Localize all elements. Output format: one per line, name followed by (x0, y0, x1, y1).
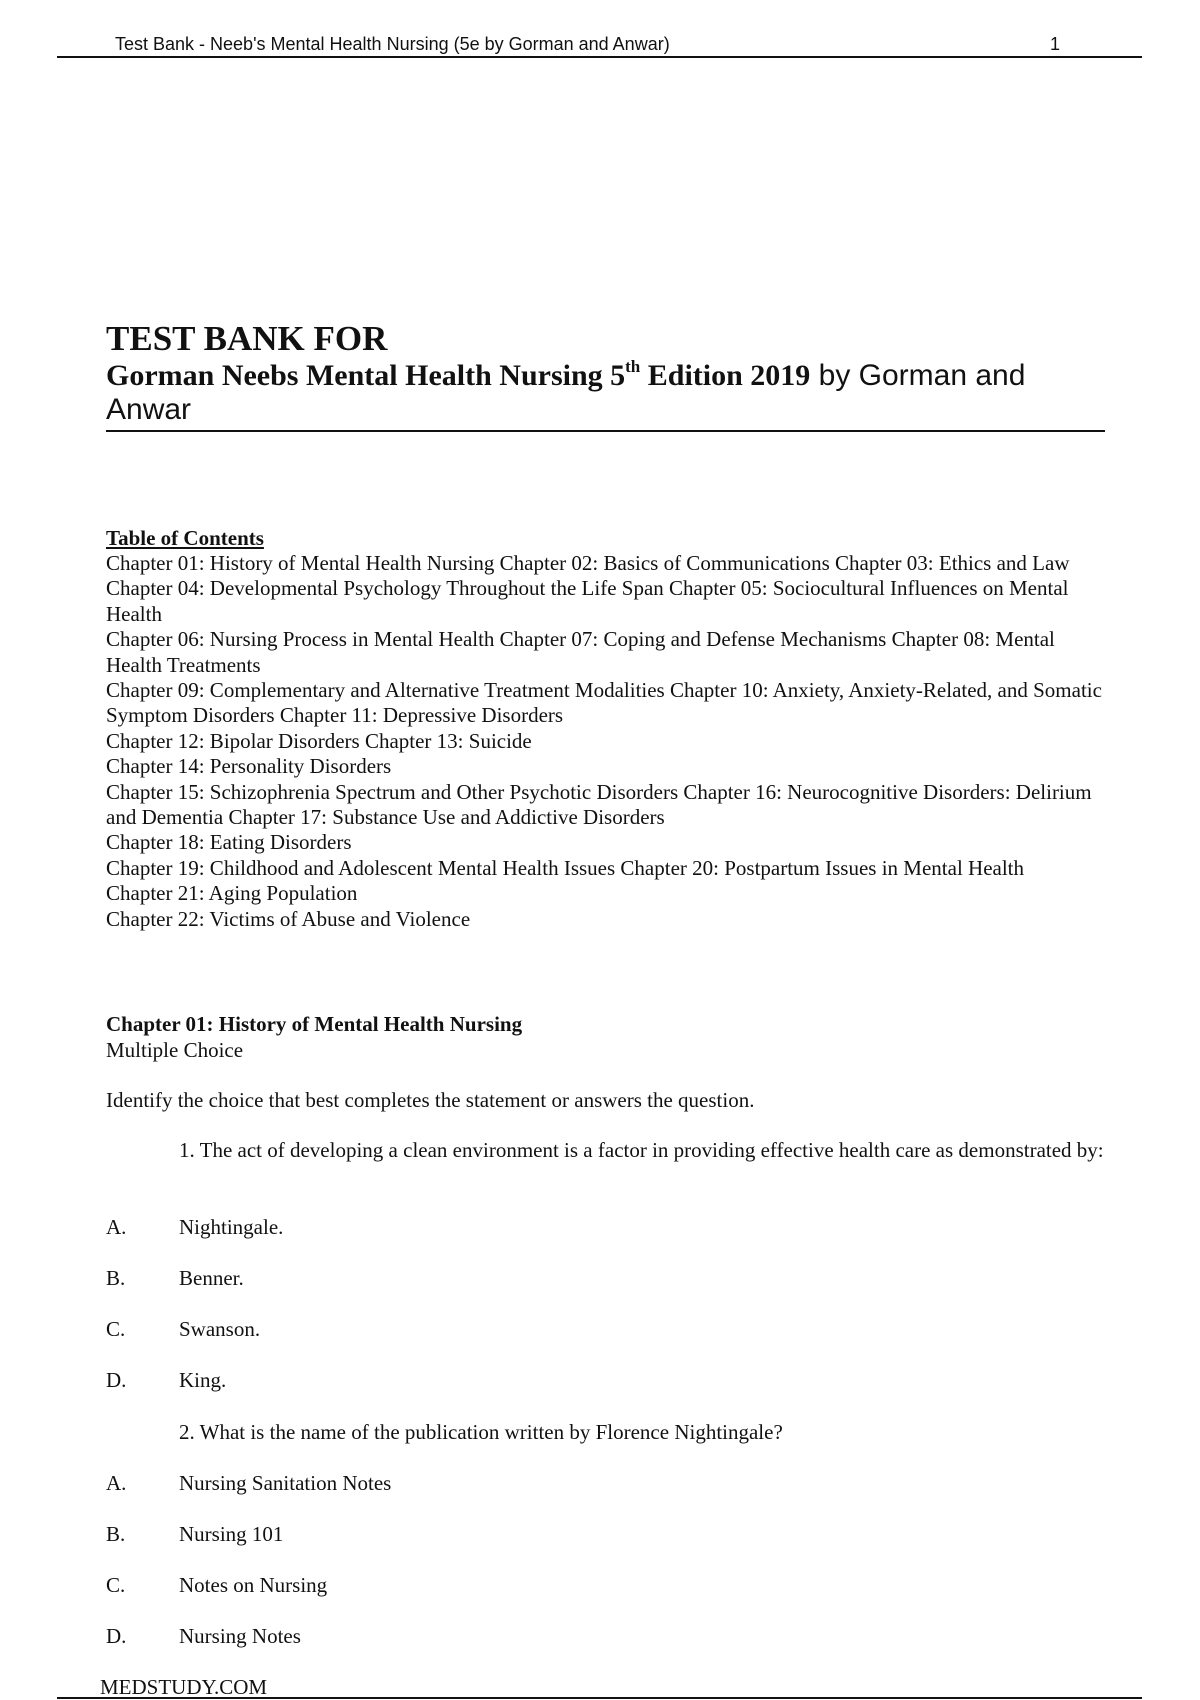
question-1-option-b (106, 1266, 244, 1291)
option-letter: C. (106, 1573, 126, 1597)
toc-line: Chapter 09: Complementary and Alternative Treatment Modalities Chapter 10: Anxiety, Anxiety-Related, and Somatic Symptom Disorders Chapter 11: Depressive Disorders (106, 678, 1102, 728)
toc-line: Chapter 01: History of Mental Health Nursing Chapter 02: Basics of Communications Chapter 03: Ethics and Law (106, 551, 1070, 575)
page-number: 1 (1049, 34, 1060, 54)
title-line-2 (106, 359, 1105, 427)
chapter-heading: Chapter 01: History of Mental Health Nursing (106, 1012, 523, 1036)
question-1-text: 1. The act of developing a clean environment is a factor in providing effective health care as demonstrated by: (179, 1138, 1104, 1162)
footer-rule (57, 1697, 1142, 1699)
option-letter: C. (106, 1317, 126, 1341)
option-letter: B. (106, 1522, 126, 1546)
title-edition: Edition 2019 (640, 359, 811, 392)
page-header (57, 30, 1142, 58)
toc-line: Chapter 06: Nursing Process in Mental Health Chapter 07: Coping and Defense Mechanisms Chapter 08: Mental Health Treatments (106, 627, 1055, 677)
toc-line: Chapter 22: Victims of Abuse and Violence (106, 906, 471, 931)
option-text: Swanson. (179, 1317, 261, 1341)
question-1-option-c (106, 1317, 260, 1342)
toc-line: Chapter 04: Developmental Psychology Throughout the Life Span Chapter 05: Sociocultural Influences on Mental Health (106, 576, 1069, 626)
title-block (106, 313, 1105, 432)
question-1-option-a (106, 1215, 283, 1240)
option-letter: A. (106, 1471, 127, 1495)
option-letter: D. (106, 1368, 127, 1392)
option-text: Nursing 101 (179, 1522, 284, 1546)
table-of-contents (106, 551, 1106, 932)
option-text: Benner. (179, 1266, 244, 1290)
chapter-subheading: Multiple Choice (106, 1038, 244, 1062)
page-footer: MEDSTUDY.COM (100, 1675, 268, 1699)
question-1-option-d (106, 1368, 226, 1393)
option-text: Nursing Sanitation Notes (179, 1471, 392, 1495)
title-main: Gorman Neebs Mental Health Nursing 5 (106, 359, 626, 392)
question-2-text: 2. What is the name of the publication written by Florence Nightingale? (179, 1420, 783, 1444)
title-superscript: th (625, 357, 641, 376)
option-text: Notes on Nursing (179, 1573, 328, 1597)
question-2-option-c (106, 1573, 327, 1598)
toc-line: Chapter 14: Personality Disorders (106, 754, 392, 779)
question-2-option-b (106, 1522, 283, 1547)
header-title: Test Bank - Neeb's Mental Health Nursing (5e by Gorman and Anwar) (115, 34, 670, 54)
toc-line: Chapter 19: Childhood and Adolescent Mental Health Issues Chapter 20: Postpartum Issues in Mental Health (106, 855, 1025, 880)
toc-line: Chapter 18: Eating Disorders (106, 830, 352, 855)
option-letter: D. (106, 1624, 127, 1648)
toc-heading: Table of Contents (106, 526, 264, 550)
toc-line: Chapter 12: Bipolar Disorders Chapter 13: Suicide (106, 728, 532, 753)
option-text: King. (179, 1368, 227, 1392)
option-letter: A. (106, 1215, 127, 1239)
toc-line: Chapter 15: Schizophrenia Spectrum and Other Psychotic Disorders Chapter 16: Neurocognitive Disorders: Delirium and Dementia Chapter 17: Substance Use and Addictive Disorders (106, 779, 1092, 830)
option-text: Nightingale. (179, 1215, 284, 1239)
instruction-text: Identify the choice that best completes the statement or answers the question. (106, 1088, 755, 1112)
question-2-option-d (106, 1624, 301, 1649)
title-line-1: TEST BANK FOR (106, 319, 388, 358)
option-letter: B. (106, 1266, 126, 1290)
toc-line: Chapter 21: Aging Population (106, 881, 358, 906)
option-text: Nursing Notes (179, 1624, 301, 1648)
question-2-option-a (106, 1471, 391, 1496)
title-authors: by Gorman and Anwar (106, 359, 1026, 426)
